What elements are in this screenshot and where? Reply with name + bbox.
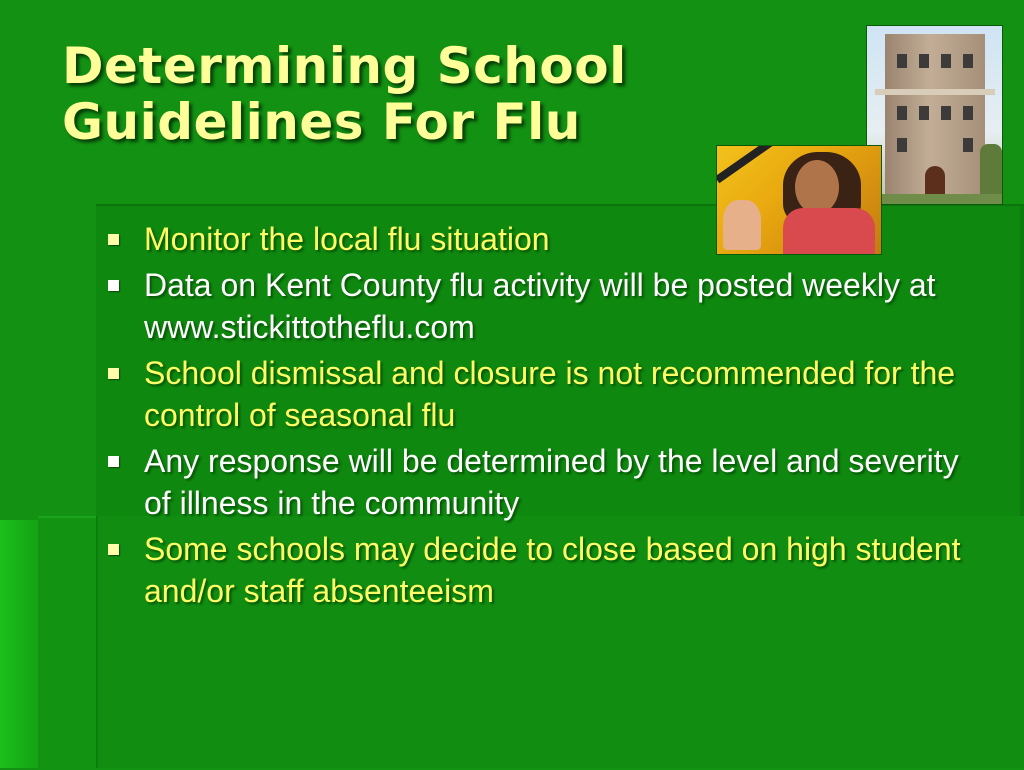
title-line-2: Guidelines For Flu xyxy=(62,93,581,151)
bullet-item xyxy=(100,528,980,612)
bullet-item xyxy=(100,218,980,260)
square-bullet-icon xyxy=(108,368,119,379)
slide-title xyxy=(62,38,762,150)
girl-face xyxy=(795,160,839,214)
title-line-1: Determining School xyxy=(62,37,627,95)
bullet-text: Monitor the local flu situation xyxy=(144,221,550,257)
square-bullet-icon xyxy=(108,544,119,555)
square-bullet-icon xyxy=(108,234,119,245)
background-left-strip xyxy=(0,520,38,768)
bullet-list xyxy=(100,218,980,616)
bullet-item xyxy=(100,264,980,348)
bullet-item xyxy=(100,352,980,436)
bullet-item xyxy=(100,440,980,524)
building-tower xyxy=(885,34,985,204)
bullet-text: Data on Kent County flu activity will be posted weekly at www.stickittotheflu.com xyxy=(144,267,936,345)
bullet-text: School dismissal and closure is not recommended for the control of seasonal flu xyxy=(144,355,956,433)
bullet-text: Some schools may decide to close based on high student and/or staff absenteeism xyxy=(144,531,961,609)
bullet-text: Any response will be determined by the level and severity of illness in the community xyxy=(144,443,959,521)
grass xyxy=(867,194,1002,204)
square-bullet-icon xyxy=(108,280,119,291)
square-bullet-icon xyxy=(108,456,119,467)
school-building-image xyxy=(866,25,1003,205)
